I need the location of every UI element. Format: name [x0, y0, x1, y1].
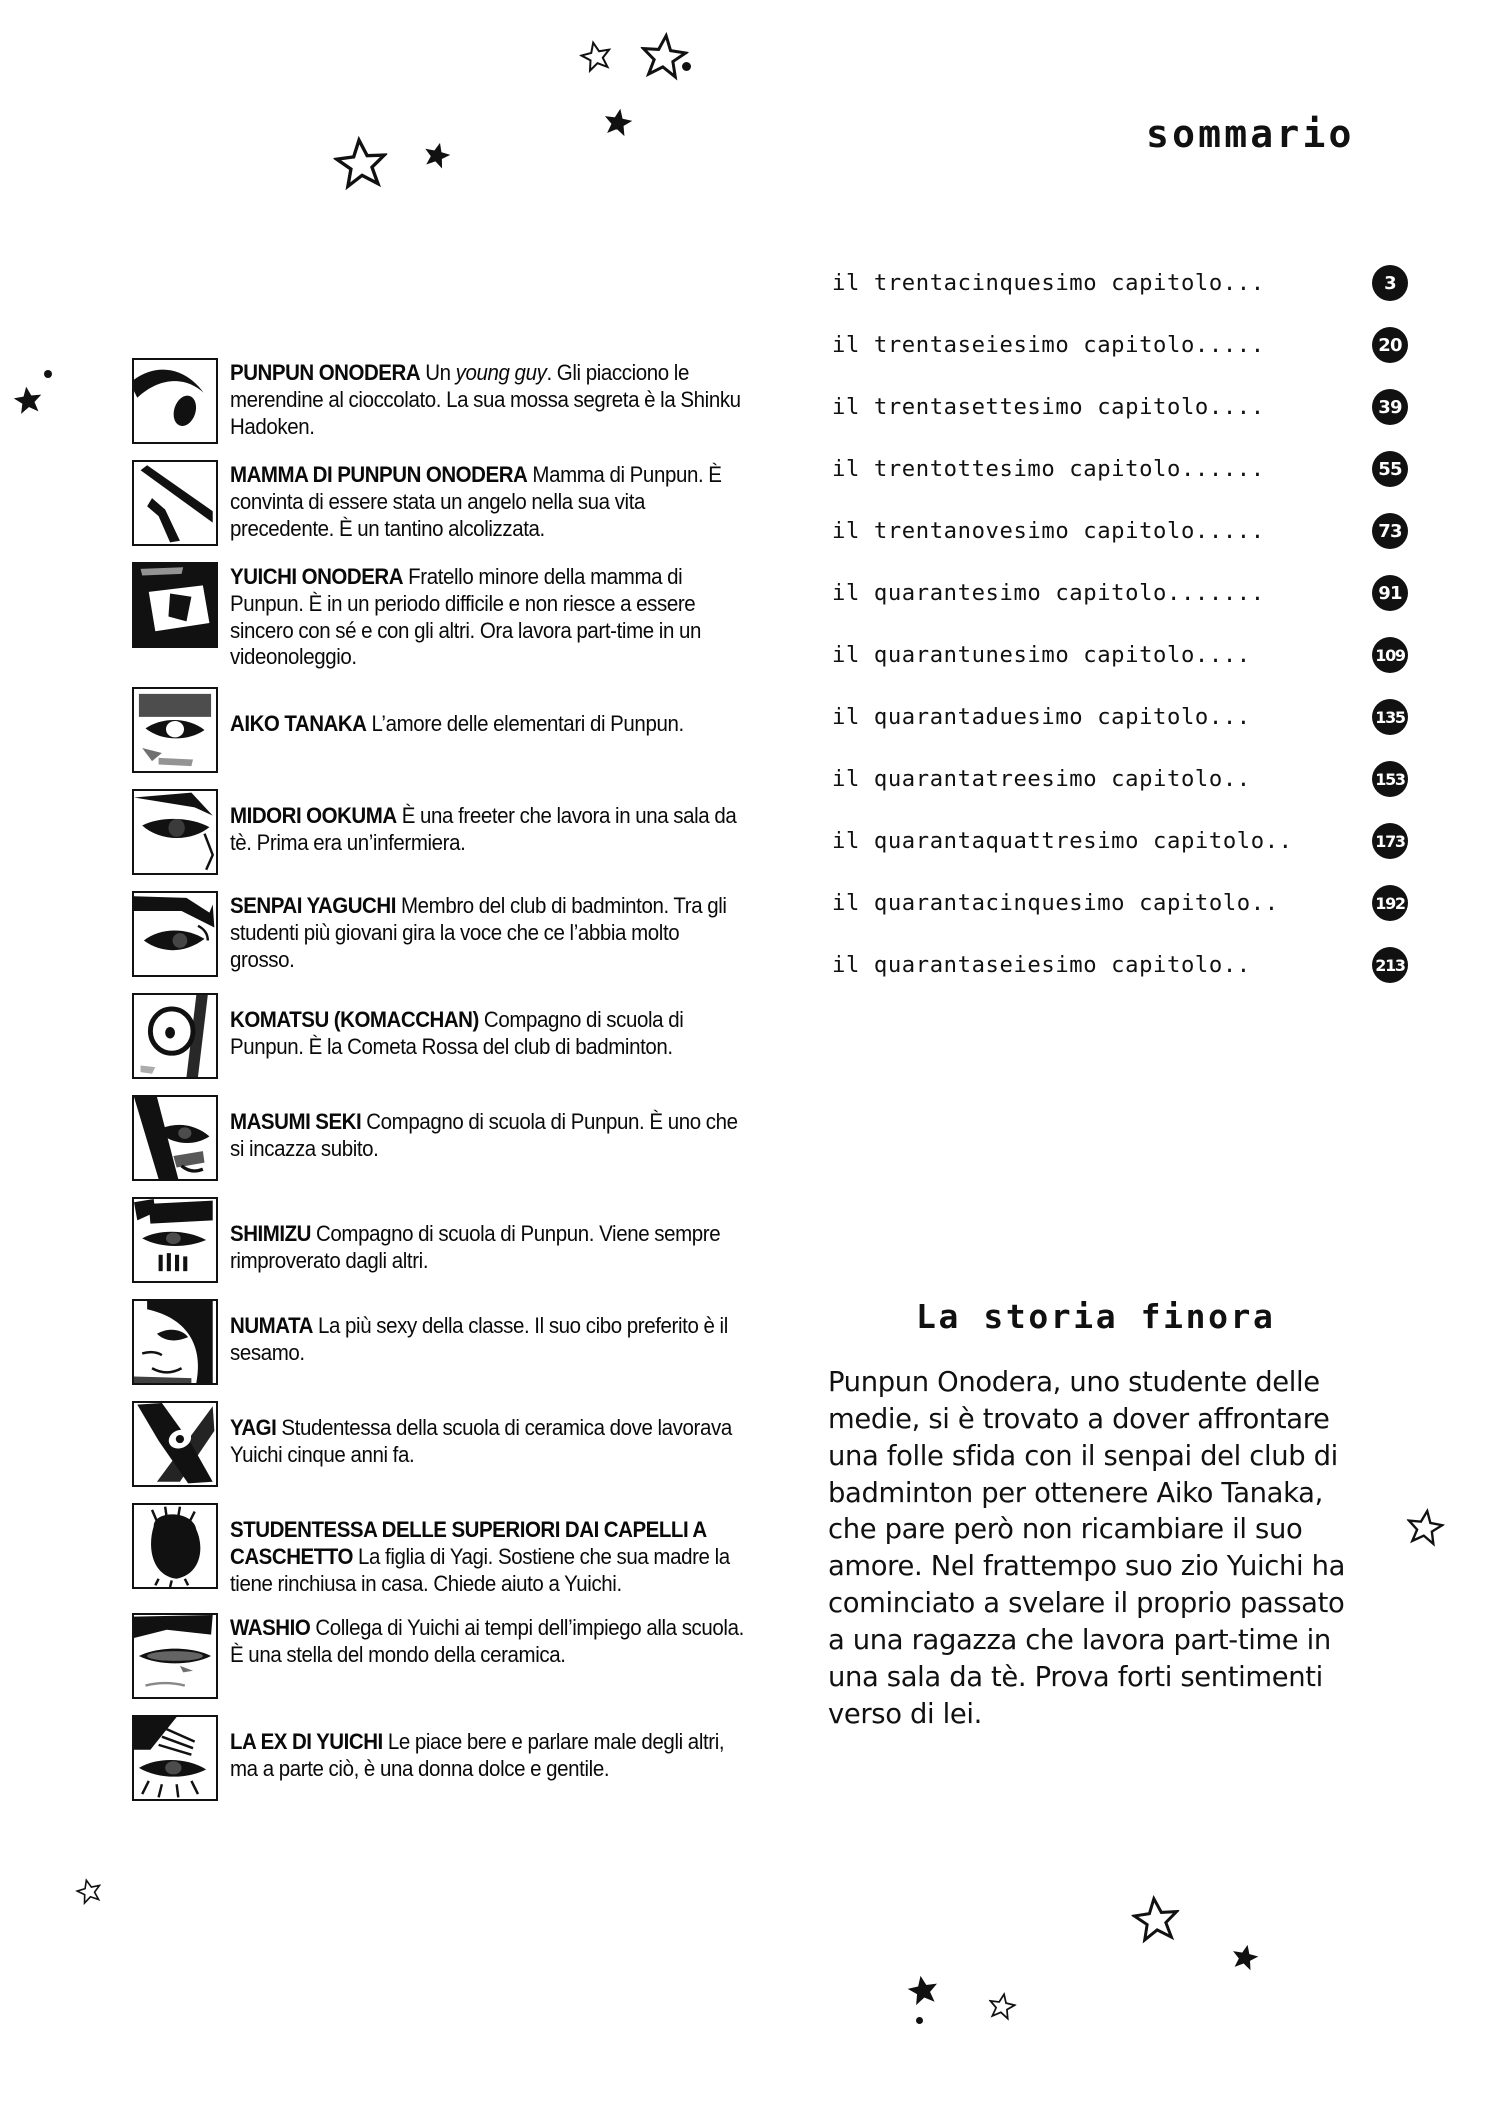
toc-entry[interactable] — [832, 252, 1402, 314]
character-name: MASUMI SEKI — [230, 1109, 362, 1135]
character-entry — [132, 687, 798, 773]
numata-thumbnail — [132, 1299, 218, 1385]
toc-entry-label: il quarantesimo capitolo — [832, 580, 1167, 606]
table-of-contents — [832, 252, 1405, 996]
star-outline-small-top-icon — [577, 37, 615, 75]
character-text — [230, 1715, 747, 1783]
toc-entry-label: il trentaseiesimo capitolo — [832, 332, 1195, 358]
character-entry — [132, 562, 798, 671]
toc-entry[interactable] — [832, 810, 1405, 872]
character-name: WASHIO — [230, 1615, 311, 1641]
character-text — [230, 1503, 747, 1597]
character-description: Le piace bere e parlare male degli altri, ma a parte ciò, è una donna dolce e gentile. — [230, 1729, 725, 1782]
character-text — [230, 460, 747, 542]
section-title-la-storia-finora: La storia finora — [916, 1297, 1276, 1336]
character-text — [230, 993, 747, 1061]
character-entry — [132, 891, 798, 977]
toc-entry-label: il trentottesimo capitolo — [832, 456, 1181, 482]
toc-entry-leader-dots: ... — [1222, 270, 1265, 296]
character-name: PUNPUN ONODERA — [230, 360, 421, 385]
toc-entry-leader-dots: .... — [1194, 642, 1251, 668]
character-text — [230, 687, 747, 738]
toc-entry-leader-dots: ..... — [1194, 332, 1265, 358]
toc-entry-leader-dots: ..... — [1194, 518, 1265, 544]
toc-entry-label: il quarantunesimo capitolo — [832, 642, 1195, 668]
senpai-yaguchi-thumbnail — [132, 891, 218, 977]
character-entry — [132, 358, 798, 444]
toc-entry[interactable] — [832, 686, 1405, 748]
character-entry — [132, 1401, 798, 1487]
star-outline-storia-icon — [1404, 1506, 1447, 1549]
la-ex-di-yuichi-thumbnail — [132, 1715, 218, 1801]
character-text — [230, 1299, 747, 1367]
character-name: YUICHI ONODERA — [230, 564, 404, 589]
character-entry — [132, 789, 798, 875]
star-filled-upper-icon — [602, 106, 634, 138]
character-text — [230, 1095, 747, 1163]
toc-entry-label: il quarantatreesimo capitolo — [832, 766, 1223, 792]
toc-page-number-badge: 109 — [1372, 637, 1408, 673]
character-description: La figlia di Yagi. Sostiene che sua madre la tiene rinchiusa in casa. Chiede aiuto a Yuichi. — [230, 1543, 730, 1596]
character-description: Fratello minore della mamma di Punpun. È in un periodo difficile e non riesce a essere sincero con sé e con gli altri. Ora lavora part-time in un videonoleggio. — [230, 564, 702, 670]
toc-entry-label: il trentacinquesimo capitolo — [832, 270, 1223, 296]
star-filled-mid-left-icon — [421, 139, 453, 171]
character-entry — [132, 1197, 798, 1283]
character-description: Un — [420, 360, 456, 385]
punpun-eye-thumbnail — [132, 358, 218, 444]
dot-bottom — [916, 2017, 923, 2024]
masumi-seki-thumbnail — [132, 1095, 218, 1181]
toc-page-number-badge: 213 — [1372, 947, 1408, 983]
toc-entry[interactable] — [832, 314, 1402, 376]
toc-entry-leader-dots: .. — [1222, 952, 1251, 978]
star-outline-lower-left-icon — [73, 1875, 105, 1907]
dot-left — [44, 370, 52, 378]
character-text — [230, 891, 747, 973]
shimizu-thumbnail — [132, 1197, 218, 1283]
character-name: AIKO TANAKA — [230, 711, 367, 737]
character-name: NUMATA — [230, 1313, 313, 1339]
toc-entry-leader-dots: ... — [1208, 704, 1251, 730]
character-text — [230, 358, 747, 440]
washio-thumbnail — [132, 1613, 218, 1699]
character-description: L’amore delle elementari di Punpun. — [366, 711, 684, 737]
character-entry — [132, 993, 798, 1079]
character-name: YAGI — [230, 1415, 277, 1441]
character-description: Membro del club di badminton. Tra gli studenti più giovani gira la voce che ce l’abbia molto grosso. — [230, 893, 727, 972]
character-name: LA EX DI YUICHI — [230, 1729, 383, 1755]
toc-entry[interactable] — [832, 624, 1405, 686]
toc-entry[interactable] — [832, 872, 1405, 934]
character-description: Studentessa della scuola di ceramica dove lavorava Yuichi cinque anni fa. — [230, 1415, 732, 1467]
character-description: Compagno di scuola di Punpun. È la Cometa Rossa del club di badminton. — [230, 1007, 684, 1059]
character-description-continued: . Gli piacciono le merendine al cioccolato. La sua mossa segreta è la Shinku Hadoken. — [230, 360, 741, 439]
yuichi-onodera-thumbnail — [132, 562, 218, 648]
character-name: MIDORI OOKUMA — [230, 803, 397, 829]
midori-ookuma-thumbnail — [132, 789, 218, 875]
toc-page-number-badge: 73 — [1372, 513, 1408, 549]
toc-page-number-badge: 173 — [1372, 823, 1408, 859]
character-description: La più sexy della classe. Il suo cibo preferito è il sesamo. — [230, 1313, 728, 1365]
toc-entry-label: il quarantaseiesimo capitolo — [832, 952, 1223, 978]
character-entry — [132, 1299, 798, 1385]
star-outline-bottom-icon — [1130, 1893, 1183, 1946]
toc-entry-leader-dots: .... — [1208, 394, 1265, 420]
toc-entry[interactable] — [832, 500, 1402, 562]
star-outline-large-top-icon — [638, 30, 691, 83]
character-description-emphasis: young guy — [455, 360, 547, 385]
komatsu-thumbnail — [132, 993, 218, 1079]
toc-entry-label: il quarantaduesimo capitolo — [832, 704, 1209, 730]
star-filled-far-left-icon — [12, 384, 44, 416]
toc-page-number-badge: 135 — [1372, 699, 1408, 735]
toc-entry-leader-dots: ...... — [1180, 456, 1265, 482]
aiko-tanaka-thumbnail — [132, 687, 218, 773]
toc-entry-leader-dots: .. — [1250, 890, 1279, 916]
character-entry — [132, 1095, 798, 1181]
star-outline-bottom-small-icon — [986, 1990, 1018, 2022]
character-name: STUDENTESSA DELLE SUPERIORI DAI CAPELLI A CASCHETTO — [230, 1517, 706, 1569]
character-text — [230, 1613, 747, 1669]
star-filled-bottom-left-icon — [906, 1973, 941, 2008]
character-description: Mamma di Punpun. È convinta di essere stata un angelo nella sua vita precedente. È un tantino alcolizzata. — [230, 462, 722, 541]
star-filled-bottom-icon — [1230, 1942, 1261, 1973]
toc-page-number-badge: 91 — [1372, 575, 1408, 611]
toc-entry[interactable] — [832, 562, 1402, 624]
character-entry — [132, 1503, 798, 1597]
character-text — [230, 562, 747, 671]
character-name: SHIMIZU — [230, 1221, 311, 1247]
toc-page-number-badge: 55 — [1372, 451, 1408, 487]
character-entry — [132, 1613, 798, 1699]
character-text — [230, 789, 747, 857]
toc-entry-label: il quarantacinquesimo capitolo — [832, 890, 1251, 916]
character-entry — [132, 1715, 798, 1801]
character-description: È una freeter che lavora in una sala da tè. Prima era un’infermiera. — [230, 803, 737, 855]
dot-top — [682, 62, 691, 71]
toc-entry[interactable] — [832, 748, 1405, 810]
character-text — [230, 1401, 747, 1469]
character-description: Compagno di scuola di Punpun. Viene sempre rimproverato dagli altri. — [230, 1221, 721, 1273]
toc-page-number-badge: 3 — [1372, 265, 1408, 301]
toc-entry-leader-dots: ....... — [1167, 580, 1265, 606]
mamma-punpun-thumbnail — [132, 460, 218, 546]
story-so-far-text: Punpun Onodera, uno studente delle medie, si è trovato a dover affrontare una folle sfida con il senpai del club di badminton per ottenere Aiko Tanaka, che pare però non ricambiare il suo amore. Nel frattempo suo zio Yuichi ha cominciato a svelare il proprio passato a una ragazza che lavora part-time in una sala da tè. Prova forti sentimenti verso di lei. — [828, 1367, 1346, 1730]
toc-page-number-badge: 153 — [1372, 761, 1408, 797]
character-text — [230, 1197, 747, 1275]
toc-page-number-badge: 192 — [1372, 885, 1408, 921]
star-outline-mid-left-icon — [332, 134, 391, 193]
toc-entry[interactable] — [832, 934, 1405, 996]
character-name: MAMMA DI PUNPUN ONODERA — [230, 462, 528, 487]
studentessa-caschetto-thumbnail — [132, 1503, 218, 1589]
yagi-thumbnail — [132, 1401, 218, 1487]
toc-entry-leader-dots: .. — [1264, 828, 1293, 854]
toc-entry[interactable] — [832, 438, 1402, 500]
toc-entry[interactable] — [832, 376, 1402, 438]
toc-entry-label: il trentanovesimo capitolo — [832, 518, 1195, 544]
toc-entry-label: il trentasettesimo capitolo — [832, 394, 1209, 420]
page-title-sommario: sommario — [1146, 112, 1355, 156]
toc-page-number-badge: 39 — [1372, 389, 1408, 425]
toc-entry-label: il quarantaquattresimo capitolo — [832, 828, 1265, 854]
toc-entry-leader-dots: .. — [1222, 766, 1251, 792]
character-description: Collega di Yuichi ai tempi dell’impiego alla scuola. È una stella del mondo della ceramica. — [230, 1615, 744, 1668]
character-name: KOMATSU (KOMACCHAN) — [230, 1007, 479, 1033]
character-name: SENPAI YAGUCHI — [230, 893, 396, 919]
character-list — [132, 358, 798, 1817]
character-entry — [132, 460, 798, 546]
character-description: Compagno di scuola di Punpun. È uno che si incazza subito. — [230, 1109, 738, 1161]
toc-page-number-badge: 20 — [1372, 327, 1408, 363]
